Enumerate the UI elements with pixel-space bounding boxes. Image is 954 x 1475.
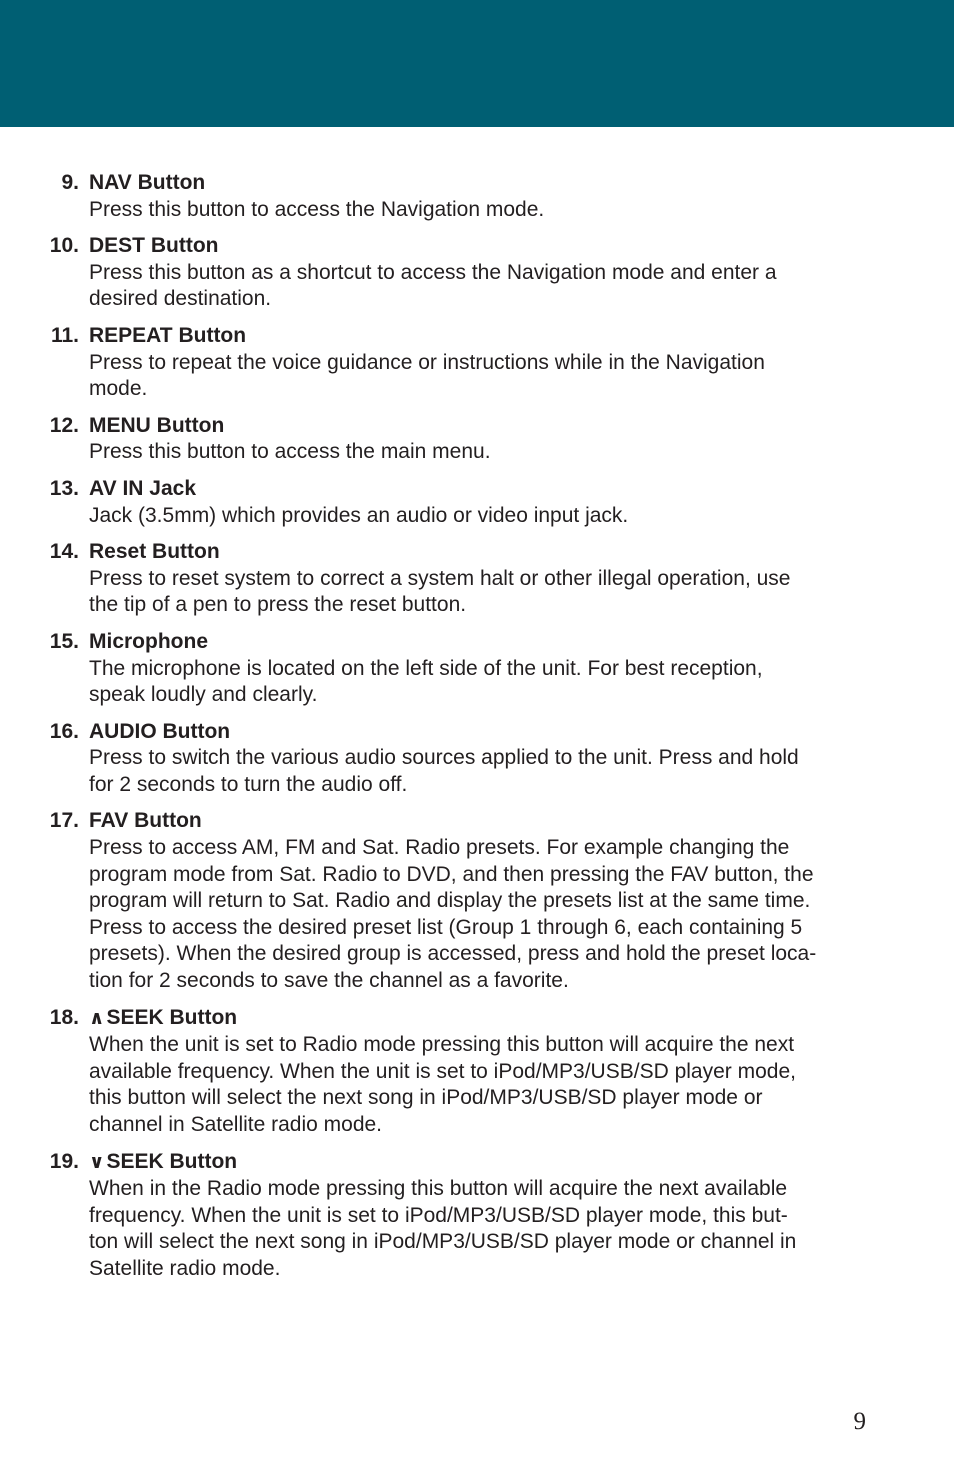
item-description-line: Press to reset system to correct a system halt or other illegal operation, use (89, 566, 791, 590)
item-description-line: for 2 seconds to turn the audio off. (89, 772, 408, 796)
item-description-line: speak loudly and clearly. (89, 683, 318, 707)
item-description-line: When the unit is set to Radio mode pressing this button will acquire the next (89, 1033, 795, 1057)
page-number: 9 (853, 1408, 866, 1435)
item-title-text: Microphone (89, 629, 208, 653)
item-description-line: The microphone is located on the left side of the unit. For best reception, (89, 656, 763, 680)
list-item (0, 323, 954, 403)
item-title (89, 539, 866, 566)
item-title (89, 1149, 866, 1177)
item-description-line: program mode from Sat. Radio to DVD, and then pressing the FAV button, the (89, 862, 814, 886)
item-title (89, 629, 866, 656)
item-number: 10. (49, 234, 79, 258)
item-title (89, 1005, 866, 1033)
item-description-line: When in the Radio mode pressing this button will acquire the next available (89, 1177, 788, 1201)
list-item (0, 170, 954, 223)
item-title-text: DEST Button (89, 234, 219, 258)
item-description-line: frequency. When the unit is set to iPod/MP3/USB/SD player mode, this but- (89, 1203, 788, 1227)
item-title-text: MENU Button (89, 413, 225, 437)
item-description-line: desired destination. (89, 287, 272, 311)
item-description-line: the tip of a pen to press the reset button. (89, 593, 467, 617)
item-title-text: NAV Button (89, 171, 206, 194)
item-number: 17. (49, 809, 79, 833)
item-title (89, 413, 866, 440)
list-item (0, 233, 954, 313)
item-title-text: REPEAT Button (89, 323, 247, 347)
item-description-line: Press to repeat the voice guidance or instructions while in the Navigation (89, 350, 765, 374)
list-item (0, 413, 954, 466)
item-title (89, 170, 866, 197)
item-description-line: Press to switch the various audio sources applied to the unit. Press and hold (89, 746, 799, 770)
item-number: 13. (49, 476, 79, 500)
item-title-text: SEEK Button (106, 1149, 238, 1173)
item-description-line: Satellite radio mode. (89, 1256, 281, 1280)
item-title (89, 233, 866, 260)
item-title-text: SEEK Button (106, 1005, 238, 1029)
item-number: 11. (50, 323, 79, 347)
item-description-line: mode. (89, 377, 148, 401)
item-title-text: Reset Button (89, 540, 220, 564)
item-title (89, 719, 866, 746)
item-description-line: Press this button to access the Navigation mode. (89, 197, 545, 221)
item-description-line: Press to access AM, FM and Sat. Radio presets. For example changing the (89, 836, 790, 860)
seek-down-icon: ∨ (89, 1151, 105, 1173)
item-title (89, 323, 866, 350)
item-description-line: presets). When the desired group is accessed, press and hold the preset loca- (89, 942, 817, 966)
button-description-list (0, 170, 954, 1293)
item-description-line: Jack (3.5mm) which provides an audio or video input jack. (89, 503, 629, 527)
list-item (0, 719, 954, 799)
item-number: 12. (49, 413, 79, 437)
item-title (89, 808, 866, 835)
item-number: 19. (49, 1149, 79, 1173)
item-description-line: Press this button as a shortcut to access the Navigation mode and enter a (89, 260, 777, 284)
item-number: 18. (49, 1005, 79, 1029)
item-description-line: Press to access the desired preset list (Group 1 through 6, each containing 5 (89, 915, 803, 939)
item-description-line: Press this button to access the main menu. (89, 440, 491, 464)
item-number: 9. (61, 171, 79, 194)
header-band (0, 0, 954, 127)
item-title (89, 476, 866, 503)
item-number: 16. (49, 719, 79, 743)
item-number: 15. (49, 629, 79, 653)
list-item (0, 476, 954, 529)
list-item (0, 1149, 954, 1283)
item-description-line: program will return to Sat. Radio and display the presets list at the same time. (89, 889, 811, 913)
item-title-text: AV IN Jack (89, 476, 196, 500)
item-description-line: tion for 2 seconds to save the channel as a favorite. (89, 969, 569, 993)
item-description-line: available frequency. When the unit is set to iPod/MP3/USB/SD player mode, (89, 1059, 796, 1083)
item-description-line: channel in Satellite radio mode. (89, 1113, 383, 1136)
item-description-line: this button will select the next song in iPod/MP3/USB/SD player mode or (89, 1086, 763, 1110)
list-item (0, 629, 954, 709)
item-title-text: FAV Button (89, 809, 202, 833)
seek-up-icon: ∧ (89, 1007, 105, 1029)
list-item (0, 539, 954, 619)
item-number: 14. (49, 540, 79, 564)
item-title-text: AUDIO Button (89, 719, 231, 743)
list-item (0, 808, 954, 994)
list-item (0, 1005, 954, 1139)
item-description-line: ton will select the next song in iPod/MP3/USB/SD player mode or channel in (89, 1230, 797, 1254)
